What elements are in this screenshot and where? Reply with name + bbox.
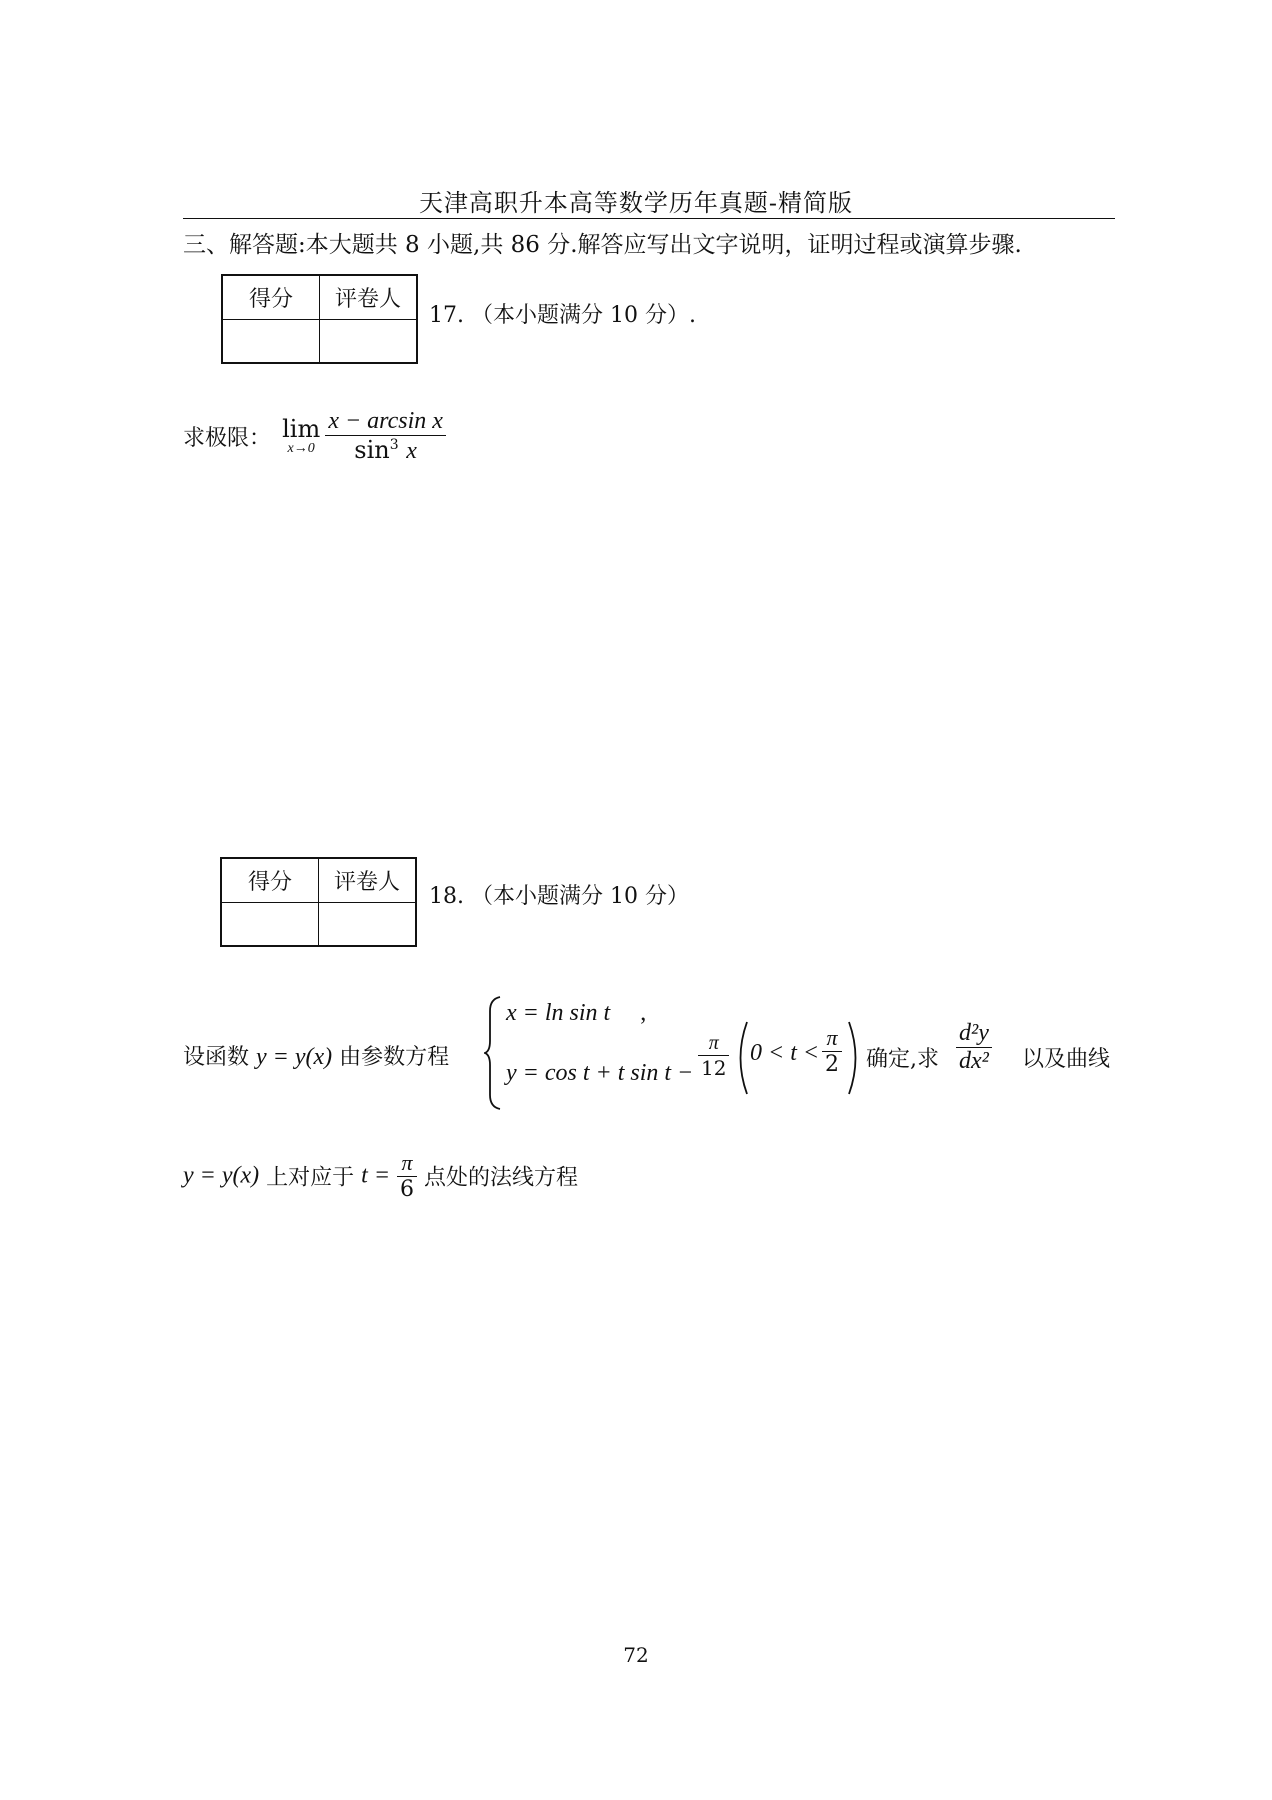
score-cell: [222, 320, 320, 364]
lim-text: lim: [282, 414, 321, 443]
param-eq-y: y = cos t + t sin t −: [506, 1060, 694, 1086]
lim-subscript: x→0: [287, 440, 315, 456]
den-exponent: 3: [389, 437, 399, 453]
determined-text: 确定,求: [866, 1047, 939, 1072]
line2-end: 点处的法线方程: [424, 1165, 579, 1191]
pi-symbol: π: [401, 1150, 413, 1175]
line2-text: 上对应于: [266, 1165, 355, 1191]
grader-label: 评卷人: [319, 858, 417, 903]
dx2: dx²: [956, 1047, 992, 1075]
right-paren-icon: [846, 1020, 864, 1096]
question-17-title: 17. （本小题满分 10 分）.: [429, 303, 696, 328]
page-number: 72: [623, 1643, 649, 1667]
param-eq-x: [506, 1000, 646, 1027]
score-label: 得分: [221, 858, 319, 903]
limit-operator: [282, 414, 321, 457]
and-curve-text: 以及曲线: [1022, 1047, 1111, 1072]
den-two: 2: [822, 1051, 842, 1077]
left-paren-icon: [732, 1020, 750, 1096]
score-box-q18: [220, 857, 417, 947]
grader-label: 评卷人: [320, 275, 418, 320]
eq-x-text: x = ln sin t: [506, 1000, 611, 1026]
grader-cell: [319, 903, 417, 947]
line2-function: y = y(x): [183, 1162, 260, 1189]
question-18-title: 18. （本小题满分 10 分）: [429, 884, 689, 909]
question-18-intro: [183, 1040, 449, 1071]
left-brace-icon: [484, 995, 504, 1111]
line2-t-eq: t =: [361, 1162, 391, 1189]
pi-over-12: [698, 1032, 729, 1080]
limit-denominator: [325, 435, 446, 465]
header-rule: [183, 218, 1115, 219]
den-var: x: [406, 438, 417, 464]
score-label: 得分: [222, 275, 320, 320]
pi-symbol: π: [826, 1025, 838, 1050]
pi-over-6: [397, 1150, 417, 1202]
pi-over-2: [822, 1025, 842, 1077]
score-cell: [221, 903, 319, 947]
q18-intro-text: 设函数: [183, 1045, 250, 1070]
document-header-title: 天津高职升本高等数学历年真题-精简版: [418, 189, 854, 217]
question-17-body: [183, 408, 446, 478]
limit-numerator: x − arcsin x: [328, 408, 443, 434]
second-derivative: [956, 1020, 992, 1075]
pi-symbol: π: [708, 1032, 719, 1054]
question-17-prompt: 求极限：: [183, 426, 272, 451]
section-heading: 三、解答题:本大题共 8 小题,共 86 分.解答应写出文字说明，证明过程或演算步骤.: [183, 232, 1022, 258]
grader-cell: [320, 320, 418, 364]
condition-text: 0 < t <: [750, 1040, 820, 1066]
limit-fraction: [325, 408, 446, 465]
den-sin: sin: [354, 436, 390, 464]
den-twelve: 12: [698, 1055, 729, 1080]
score-box-q17: [221, 274, 418, 364]
question-18-line2: [183, 1150, 578, 1206]
q18-param-text: 由参数方程: [339, 1045, 450, 1070]
eq-x-comma: ,: [640, 1000, 647, 1026]
q18-function: y = y(x): [256, 1044, 333, 1070]
den-six: 6: [397, 1176, 417, 1202]
d2y: d²y: [959, 1020, 989, 1046]
